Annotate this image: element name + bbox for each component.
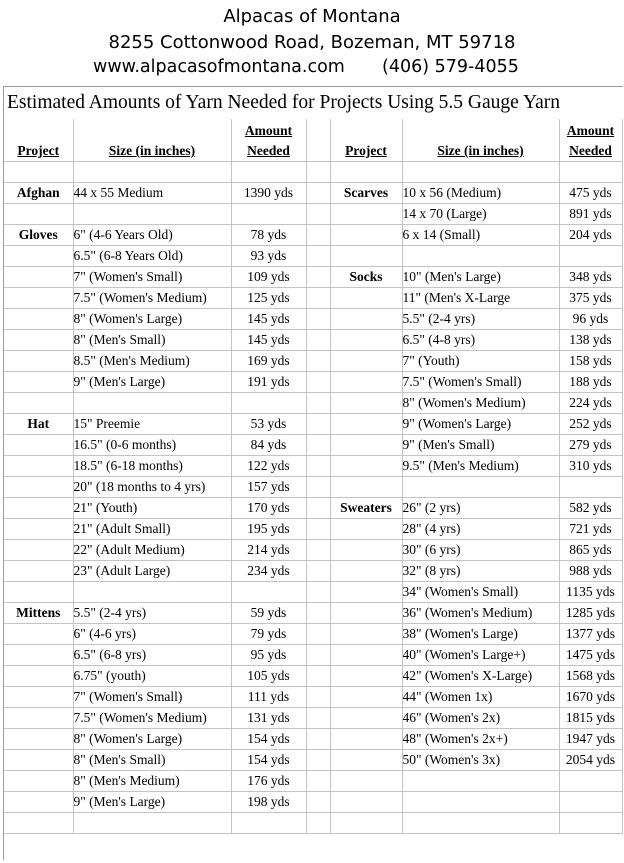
sheet-title: Estimated Amounts of Yarn Needed for Projects Using 5.5 Gauge Yarn — [7, 92, 560, 113]
project-cell — [4, 267, 73, 288]
project-cell — [4, 645, 73, 666]
size-cell: 38" (Women's Large) — [402, 624, 559, 645]
size-cell: 8" (Men's Medium) — [73, 771, 231, 792]
amount-cell — [559, 246, 622, 267]
amount-cell: 93 yds — [231, 246, 306, 267]
spacer-cell — [306, 393, 330, 414]
header-cell: Amount Needed — [559, 119, 622, 162]
amount-cell: 234 yds — [231, 561, 306, 582]
size-cell: 46" (Women's 2x) — [402, 708, 559, 729]
table-row — [4, 372, 622, 393]
project-cell — [4, 162, 73, 183]
project-cell — [330, 456, 402, 477]
project-cell — [4, 330, 73, 351]
project-cell — [330, 477, 402, 498]
project-cell — [4, 582, 73, 603]
amount-cell: 1390 yds — [231, 183, 306, 204]
size-cell: 10 x 56 (Medium) — [402, 183, 559, 204]
project-cell — [4, 204, 73, 225]
spacer-cell — [306, 183, 330, 204]
project-cell — [330, 246, 402, 267]
project-cell — [4, 666, 73, 687]
project-cell — [330, 771, 402, 792]
amount-cell: 176 yds — [231, 771, 306, 792]
amount-cell: 279 yds — [559, 435, 622, 456]
size-cell: 18.5" (6-18 months) — [73, 456, 231, 477]
amount-cell — [231, 582, 306, 603]
amount-cell: 158 yds — [559, 351, 622, 372]
amount-cell: 170 yds — [231, 498, 306, 519]
amount-cell — [559, 813, 622, 834]
spacer-cell — [306, 498, 330, 519]
size-cell: 8" (Women's Large) — [73, 729, 231, 750]
project-cell — [330, 351, 402, 372]
spacer-cell — [306, 204, 330, 225]
project-cell — [4, 309, 73, 330]
size-cell: 44 x 55 Medium — [73, 183, 231, 204]
spacer-cell — [306, 351, 330, 372]
project-cell — [330, 288, 402, 309]
spacer-cell — [306, 288, 330, 309]
amount-cell: 1815 yds — [559, 708, 622, 729]
amount-cell: 191 yds — [231, 372, 306, 393]
size-cell: 8" (Men's Small) — [73, 330, 231, 351]
size-cell: 9" (Men's Small) — [402, 435, 559, 456]
table-row — [4, 729, 622, 750]
project-cell: Socks — [330, 267, 402, 288]
website-link[interactable]: www.alpacasofmontana.com — [93, 57, 345, 77]
table-row — [4, 477, 622, 498]
spacer-cell — [306, 162, 330, 183]
size-cell: 5.5" (2-4 yrs) — [402, 309, 559, 330]
size-cell: 28" (4 yrs) — [402, 519, 559, 540]
size-cell — [402, 792, 559, 813]
table-row — [4, 225, 622, 246]
project-cell — [330, 162, 402, 183]
table-row — [4, 435, 622, 456]
size-cell: 8" (Men's Small) — [73, 750, 231, 771]
amount-cell — [559, 477, 622, 498]
amount-cell: 988 yds — [559, 561, 622, 582]
project-cell — [330, 372, 402, 393]
spacer-cell — [306, 645, 330, 666]
amount-cell: 109 yds — [231, 267, 306, 288]
project-cell — [330, 330, 402, 351]
size-cell: 16.5" (0-6 months) — [73, 435, 231, 456]
size-cell: 8.5" (Men's Medium) — [73, 351, 231, 372]
size-cell: 6.75" (youth) — [73, 666, 231, 687]
table-row — [4, 414, 622, 435]
amount-cell: 78 yds — [231, 225, 306, 246]
amount-cell: 310 yds — [559, 456, 622, 477]
project-cell — [4, 750, 73, 771]
amount-cell: 145 yds — [231, 309, 306, 330]
amount-cell: 84 yds — [231, 435, 306, 456]
size-cell: 9" (Women's Large) — [402, 414, 559, 435]
size-cell: 5.5" (2-4 yrs) — [73, 603, 231, 624]
project-cell — [330, 204, 402, 225]
size-cell — [402, 162, 559, 183]
project-cell: Mittens — [4, 603, 73, 624]
size-cell: 21" (Youth) — [73, 498, 231, 519]
table-row — [4, 561, 622, 582]
size-cell: 6.5" (4-8 yrs) — [402, 330, 559, 351]
amount-cell: 252 yds — [559, 414, 622, 435]
size-cell: 8" (Women's Large) — [73, 309, 231, 330]
size-cell: 7.5" (Women's Small) — [402, 372, 559, 393]
size-cell: 26" (2 yrs) — [402, 498, 559, 519]
amount-cell: 1475 yds — [559, 645, 622, 666]
project-cell — [4, 456, 73, 477]
project-cell — [330, 687, 402, 708]
project-cell — [330, 582, 402, 603]
size-cell — [402, 246, 559, 267]
spacer-cell — [306, 477, 330, 498]
amount-cell: 865 yds — [559, 540, 622, 561]
project-cell — [4, 792, 73, 813]
size-cell: 15" Preemie — [73, 414, 231, 435]
amount-cell — [231, 393, 306, 414]
project-cell: Hat — [4, 414, 73, 435]
size-cell — [73, 204, 231, 225]
size-cell: 9.5" (Men's Medium) — [402, 456, 559, 477]
amount-cell: 582 yds — [559, 498, 622, 519]
amount-cell: 1135 yds — [559, 582, 622, 603]
table-row — [4, 393, 622, 414]
size-cell — [73, 393, 231, 414]
project-cell — [330, 813, 402, 834]
table-row — [4, 540, 622, 561]
amount-cell: 1670 yds — [559, 687, 622, 708]
table-row — [4, 666, 622, 687]
size-cell: 9" (Men's Large) — [73, 792, 231, 813]
size-cell: 42" (Women's X-Large) — [402, 666, 559, 687]
project-cell: Gloves — [4, 225, 73, 246]
header-cell: Project — [330, 119, 402, 162]
table-row — [4, 771, 622, 792]
table-row — [4, 330, 622, 351]
spacer-cell — [306, 456, 330, 477]
spacer-cell — [306, 119, 330, 162]
project-cell — [4, 624, 73, 645]
company-name: Alpacas of Montana — [223, 6, 401, 27]
amount-cell — [559, 162, 622, 183]
spacer-cell — [306, 414, 330, 435]
project-cell — [330, 666, 402, 687]
amount-cell: 131 yds — [231, 708, 306, 729]
spacer-cell — [306, 435, 330, 456]
amount-cell: 195 yds — [231, 519, 306, 540]
size-cell: 50" (Women's 3x) — [402, 750, 559, 771]
amount-cell — [559, 792, 622, 813]
size-cell — [73, 813, 231, 834]
project-cell — [4, 540, 73, 561]
size-cell: 32" (8 yrs) — [402, 561, 559, 582]
project-cell — [4, 561, 73, 582]
amount-cell: 79 yds — [231, 624, 306, 645]
spacer-cell — [306, 246, 330, 267]
amount-cell: 1377 yds — [559, 624, 622, 645]
header-cell: Project — [4, 119, 73, 162]
spacer-cell — [306, 624, 330, 645]
spacer-cell — [306, 687, 330, 708]
project-cell — [4, 288, 73, 309]
project-cell — [330, 519, 402, 540]
table-row — [4, 624, 622, 645]
size-cell — [402, 477, 559, 498]
table-row — [4, 456, 622, 477]
size-cell: 44" (Women 1x) — [402, 687, 559, 708]
size-cell: 30" (6 yrs) — [402, 540, 559, 561]
size-cell: 36" (Women's Medium) — [402, 603, 559, 624]
table-row — [4, 267, 622, 288]
amount-cell: 154 yds — [231, 729, 306, 750]
project-cell — [330, 750, 402, 771]
amount-cell: 125 yds — [231, 288, 306, 309]
spacer-cell — [306, 267, 330, 288]
project-cell — [4, 351, 73, 372]
size-cell: 7" (Women's Small) — [73, 687, 231, 708]
size-cell: 22" (Adult Medium) — [73, 540, 231, 561]
size-cell: 7" (Women's Small) — [73, 267, 231, 288]
amount-cell: 138 yds — [559, 330, 622, 351]
size-cell: 6 x 14 (Small) — [402, 225, 559, 246]
project-cell — [330, 645, 402, 666]
spacer-cell — [306, 771, 330, 792]
size-cell: 23" (Adult Large) — [73, 561, 231, 582]
project-cell — [4, 498, 73, 519]
project-cell — [4, 435, 73, 456]
yarn-spreadsheet — [3, 86, 623, 860]
table-row — [4, 309, 622, 330]
project-cell — [330, 414, 402, 435]
table-row — [4, 708, 622, 729]
amount-cell: 154 yds — [231, 750, 306, 771]
amount-cell: 59 yds — [231, 603, 306, 624]
amount-cell: 891 yds — [559, 204, 622, 225]
spacer-cell — [306, 309, 330, 330]
table-row — [4, 288, 622, 309]
project-cell — [330, 561, 402, 582]
size-cell: 21" (Adult Small) — [73, 519, 231, 540]
amount-cell: 475 yds — [559, 183, 622, 204]
column-header-row — [4, 119, 622, 162]
header-cell: Size (in inches) — [402, 119, 559, 162]
header-cell: Amount Needed — [231, 119, 306, 162]
spacer-cell — [306, 792, 330, 813]
spacer-cell — [306, 561, 330, 582]
amount-cell: 111 yds — [231, 687, 306, 708]
letterhead — [0, 0, 624, 86]
size-cell: 7.5" (Women's Medium) — [73, 708, 231, 729]
size-cell: 48" (Women's 2x+) — [402, 729, 559, 750]
table-row — [4, 687, 622, 708]
project-cell: Sweaters — [330, 498, 402, 519]
size-cell: 8" (Women's Medium) — [402, 393, 559, 414]
table-row — [4, 519, 622, 540]
amount-cell: 157 yds — [231, 477, 306, 498]
size-cell — [402, 771, 559, 792]
spacer-cell — [306, 666, 330, 687]
project-cell — [4, 372, 73, 393]
spacer-cell — [306, 330, 330, 351]
project-cell — [330, 603, 402, 624]
size-cell: 20" (18 months to 4 yrs) — [73, 477, 231, 498]
amount-cell: 204 yds — [559, 225, 622, 246]
amount-cell — [231, 813, 306, 834]
amount-cell: 198 yds — [231, 792, 306, 813]
amount-cell: 96 yds — [559, 309, 622, 330]
spacer-cell — [306, 519, 330, 540]
table-row — [4, 204, 622, 225]
phone-number: (406) 579-4055 — [382, 57, 519, 77]
size-cell: 7" (Youth) — [402, 351, 559, 372]
project-cell — [4, 477, 73, 498]
amount-cell: 169 yds — [231, 351, 306, 372]
project-cell — [330, 624, 402, 645]
size-cell: 6.5" (6-8 yrs) — [73, 645, 231, 666]
project-cell — [330, 708, 402, 729]
table-row — [4, 750, 622, 771]
yarn-table — [4, 119, 623, 834]
table-row — [4, 645, 622, 666]
amount-cell: 2054 yds — [559, 750, 622, 771]
project-cell — [4, 729, 73, 750]
amount-cell: 375 yds — [559, 288, 622, 309]
project-cell — [330, 729, 402, 750]
amount-cell — [559, 771, 622, 792]
project-cell — [330, 393, 402, 414]
project-cell — [330, 435, 402, 456]
project-cell — [4, 393, 73, 414]
project-cell — [4, 771, 73, 792]
project-cell — [330, 309, 402, 330]
table-row — [4, 792, 622, 813]
project-cell — [4, 519, 73, 540]
project-cell — [330, 792, 402, 813]
project-cell — [4, 687, 73, 708]
size-cell: 40" (Women's Large+) — [402, 645, 559, 666]
spacer-cell — [306, 729, 330, 750]
project-cell: Afghan — [4, 183, 73, 204]
amount-cell — [231, 162, 306, 183]
size-cell: 6.5" (6-8 Years Old) — [73, 246, 231, 267]
size-cell — [73, 162, 231, 183]
amount-cell: 348 yds — [559, 267, 622, 288]
spacer-cell — [306, 582, 330, 603]
table-row — [4, 813, 622, 834]
size-cell: 14 x 70 (Large) — [402, 204, 559, 225]
project-cell: Scarves — [330, 183, 402, 204]
amount-cell: 122 yds — [231, 456, 306, 477]
project-cell — [330, 540, 402, 561]
company-address: 8255 Cottonwood Road, Bozeman, MT 59718 — [108, 32, 516, 53]
amount-cell: 1947 yds — [559, 729, 622, 750]
amount-cell: 95 yds — [231, 645, 306, 666]
project-cell — [4, 813, 73, 834]
amount-cell: 53 yds — [231, 414, 306, 435]
spacer-cell — [306, 813, 330, 834]
spacer-cell — [306, 603, 330, 624]
table-row — [4, 162, 622, 183]
amount-cell: 1285 yds — [559, 603, 622, 624]
spacer-cell — [306, 372, 330, 393]
amount-cell: 224 yds — [559, 393, 622, 414]
amount-cell: 1568 yds — [559, 666, 622, 687]
amount-cell: 145 yds — [231, 330, 306, 351]
table-row — [4, 246, 622, 267]
size-cell: 11" (Men's X-Large — [402, 288, 559, 309]
amount-cell — [231, 204, 306, 225]
amount-cell: 721 yds — [559, 519, 622, 540]
size-cell — [73, 582, 231, 603]
table-row — [4, 351, 622, 372]
size-cell: 6" (4-6 yrs) — [73, 624, 231, 645]
size-cell — [402, 813, 559, 834]
size-cell: 7.5" (Women's Medium) — [73, 288, 231, 309]
table-row — [4, 498, 622, 519]
header-cell: Size (in inches) — [73, 119, 231, 162]
table-row — [4, 603, 622, 624]
project-cell — [4, 708, 73, 729]
amount-cell: 214 yds — [231, 540, 306, 561]
amount-cell: 188 yds — [559, 372, 622, 393]
spacer-cell — [306, 708, 330, 729]
project-cell — [4, 246, 73, 267]
spacer-cell — [306, 750, 330, 771]
size-cell: 9" (Men's Large) — [73, 372, 231, 393]
table-row — [4, 183, 622, 204]
size-cell: 34" (Women's Small) — [402, 582, 559, 603]
size-cell: 6" (4-6 Years Old) — [73, 225, 231, 246]
spacer-cell — [306, 225, 330, 246]
size-cell: 10" (Men's Large) — [402, 267, 559, 288]
project-cell — [330, 225, 402, 246]
spacer-cell — [306, 540, 330, 561]
amount-cell: 105 yds — [231, 666, 306, 687]
table-row — [4, 582, 622, 603]
